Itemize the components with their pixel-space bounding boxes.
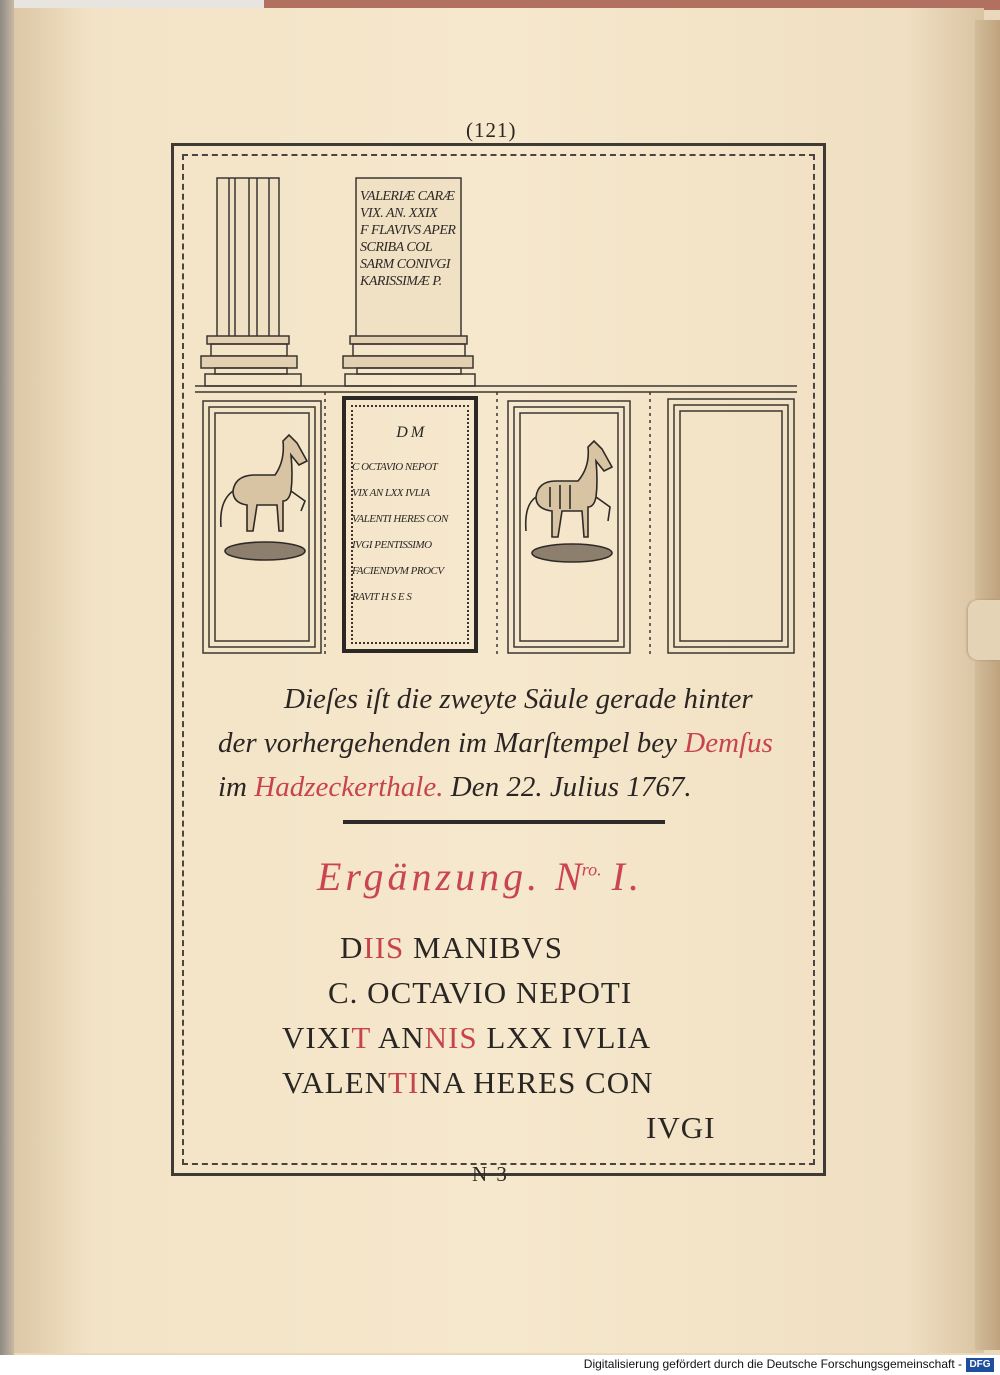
recon-supplied: TI xyxy=(388,1065,420,1100)
recon-fragment: VALEN xyxy=(282,1065,389,1100)
column-inscription xyxy=(360,188,466,290)
caption-date: Den 22. Julius 1767. xyxy=(443,771,692,803)
column-inscription-line: VIX. AN. XXIX xyxy=(360,206,438,221)
recon-supplied: NIS xyxy=(424,1020,478,1055)
caption-text: im xyxy=(218,771,255,803)
column-inscription-line: F FLAVIVS APER xyxy=(360,223,456,238)
caption-line xyxy=(218,721,798,765)
place-name-demsus: Demſus xyxy=(684,727,773,759)
caption-line xyxy=(218,765,798,809)
dm-inscription-line: C OCTAVIO NEPOT xyxy=(352,461,438,473)
nro-superscript: ro. xyxy=(581,859,602,880)
recon-fragment: AN xyxy=(370,1020,425,1055)
dm-heading: D M xyxy=(396,424,424,441)
book-spine xyxy=(0,0,14,1375)
reconstructed-inscription xyxy=(260,925,780,1150)
recon-supplied: IIS xyxy=(363,930,405,965)
column-inscription-line: SARM CONIVGI xyxy=(360,257,451,272)
reconstruction-line: IVGI xyxy=(646,1110,716,1145)
dm-inscription xyxy=(352,420,468,610)
column-inscription-line: SCRIBA COL xyxy=(360,240,433,255)
caption-line: Dieſes iſt die zweyte Säule gerade hinter xyxy=(284,683,753,715)
column-inscription-line: KARISSIMÆ P. xyxy=(360,274,442,289)
recon-fragment: VIXI xyxy=(282,1020,352,1055)
dm-inscription-line: VIX AN LXX IVLIA xyxy=(352,487,430,499)
recon-fragment: V xyxy=(521,930,545,965)
column-inscription-line: VALERIÆ CARÆ xyxy=(360,189,455,204)
dfg-logo: DFG xyxy=(966,1358,994,1372)
place-name-hadzeckerthale: Hadzeckerthale. xyxy=(254,771,444,803)
reconstruction-line xyxy=(260,1060,780,1105)
section-divider xyxy=(343,820,665,824)
horse-left-illustration xyxy=(221,435,307,560)
plate-illustration xyxy=(185,158,810,673)
erganzung-numeral: I. xyxy=(611,854,643,899)
digitization-footer xyxy=(0,1355,1000,1375)
dm-inscription-line: VALENTI HERES CON xyxy=(352,513,448,525)
recon-fragment: D xyxy=(340,930,364,965)
page-right-edge xyxy=(975,20,1000,1350)
caption-text: der vorhergehenden im Marſtempel bey xyxy=(218,727,685,759)
reconstruction-line: C. OCTAVIO NEPOTI xyxy=(328,975,633,1010)
dm-inscription-line: FACIENDVM PROCV xyxy=(352,565,444,577)
erganzung-heading: Ergänzung. $N^{ro.}$ I. xyxy=(317,854,643,899)
page-number: (121) xyxy=(466,118,517,142)
dm-inscription-line: RAVIT H S E S xyxy=(352,591,412,603)
recon-supplied: T xyxy=(351,1020,371,1055)
recon-fragment: S xyxy=(544,930,564,965)
recon-fragment: LXX IVLIA xyxy=(477,1020,652,1055)
reconstruction-line xyxy=(260,925,780,970)
erganzung-word: Ergänzung. xyxy=(317,854,542,899)
horse-right-illustration xyxy=(526,441,612,562)
page-tab xyxy=(968,600,1000,660)
column-left xyxy=(201,178,301,386)
recon-fragment: NA HERES CON xyxy=(419,1065,654,1100)
plate-caption xyxy=(218,677,798,809)
dfg-credit: Digitalisierung gefördert durch die Deutsche Forschungsgemeinschaft - xyxy=(583,1357,962,1371)
dm-inscription-line: IVGI PENTISSIMO xyxy=(352,539,432,551)
reconstruction-line xyxy=(260,1015,780,1060)
signature-mark: N 3 xyxy=(472,1162,509,1186)
recon-fragment: MANIB xyxy=(404,930,522,965)
